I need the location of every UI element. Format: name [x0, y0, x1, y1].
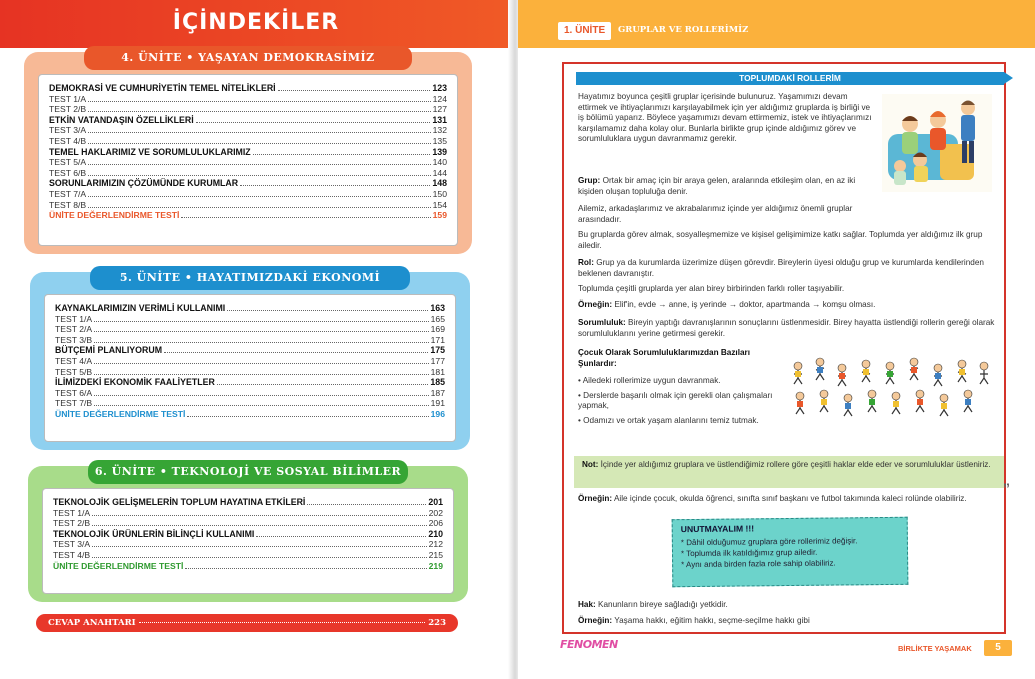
toc-entry-page: 201	[428, 497, 443, 507]
toc-entry[interactable]	[49, 83, 447, 94]
leader-dots	[94, 331, 429, 332]
toc-entry-label: ETKİN VATANDAŞIN ÖZELLİKLERİ	[49, 114, 194, 125]
leader-dots	[94, 374, 429, 375]
leader-dots	[256, 536, 426, 537]
child-item-3: Odamızı ve ortak yaşam alanlarını temiz tutmak.	[583, 415, 759, 425]
leader-dots	[88, 111, 431, 112]
leader-dots	[88, 196, 431, 197]
toc-entry[interactable]	[55, 335, 445, 346]
toc-entry-page: 165	[430, 313, 445, 324]
unit-tab: 1. ÜNİTE	[558, 22, 611, 40]
unit-5-title: 5. ÜNİTE • HAYATIMIZDAKİ EKONOMİ	[90, 266, 410, 290]
unit-4-card	[24, 52, 472, 254]
grup-definition: Ortak bir amaç için bir araya gelen, aralarında etkileşim olan, en az iki kişiden oluşan topluluğa denir.	[578, 176, 856, 196]
page-title: İÇİNDEKİLER	[172, 10, 340, 35]
ornek-label-2: Örneğin:	[578, 494, 613, 503]
toc-entry-label: TEST 4/B	[49, 135, 87, 146]
rol-definition: Grup ya da kurumlarda üzerimize düşen görevdir. Bireylerin üyesi olduğu grup ve kurumlarda kendilerinden beklenen davranıştır.	[578, 258, 984, 278]
quote-icon: ”	[1003, 480, 1010, 496]
sorumluluk-definition: Bireyin yaptığı davranışlarının sonuçlarını üstlenmesidir. Birey hayatta üstlendiği rollerin gereği olarak sorumluluklarını yerine getirmesi gerekir.	[578, 318, 995, 338]
toc-entry[interactable]	[49, 147, 447, 158]
toc-entry-label: ÜNİTE DEĞERLENDİRME TESTİ	[53, 560, 184, 571]
toc-entry[interactable]	[53, 508, 443, 519]
leader-dots	[88, 207, 431, 208]
answer-key-label: CEVAP ANAHTARI	[48, 618, 136, 628]
toc-entry-page: 140	[432, 157, 447, 168]
toc-entry[interactable]	[49, 157, 447, 168]
rol-example	[578, 300, 996, 311]
toc-entry-label: TEST 1/A	[53, 507, 91, 518]
leader-dots	[92, 557, 427, 558]
child-heading: Çocuk Olarak Sorumluluklarımızdan Bazıları Şunlardır:	[578, 348, 750, 368]
toc-entry-label: TEST 4/A	[55, 355, 93, 366]
toc-entry-label: TEST 3/B	[55, 334, 93, 345]
publisher-logo: FENOMEN	[560, 638, 618, 651]
toc-entry-label: İLİMİZDEKİ EKONOMİK FAALİYETLER	[55, 377, 215, 388]
toc-entry[interactable]	[53, 550, 443, 561]
answer-key-link[interactable]	[36, 614, 458, 632]
toc-entry[interactable]	[53, 539, 443, 550]
toc-entry-label: TEST 7/B	[55, 398, 93, 409]
unit-header	[518, 0, 1035, 48]
ornek-label: Örneğin:	[578, 300, 613, 309]
toc-entry-page: 206	[428, 518, 443, 529]
grup-term: Grup:	[578, 176, 601, 185]
note-label: Not:	[582, 460, 599, 469]
toc-entry[interactable]	[55, 398, 445, 409]
toc-entry[interactable]	[49, 115, 447, 126]
leader-dots	[185, 568, 426, 569]
toc-entry[interactable]	[49, 104, 447, 115]
toc-entry-page: 177	[430, 355, 445, 366]
leader-dots	[278, 90, 431, 91]
leader-dots	[92, 515, 427, 516]
toc-entry[interactable]	[49, 210, 447, 221]
toc-entry-label: ÜNİTE DEĞERLENDİRME TESTİ	[55, 408, 186, 419]
leader-dots	[92, 525, 427, 526]
toc-entry[interactable]	[55, 377, 445, 388]
child-item-1: Ailedeki rollerimize uygun davranmak.	[582, 376, 721, 385]
leader-dots	[88, 143, 431, 144]
toc-entry[interactable]	[53, 497, 443, 508]
sorumluluk-paragraph	[578, 318, 996, 339]
toc-entry[interactable]	[55, 367, 445, 378]
child-item-2: Derslerde başarılı olmak için gerekli olan çalışmaları yapmak,	[578, 390, 773, 410]
toc-entry-page: 139	[432, 146, 447, 157]
left-page	[0, 0, 512, 679]
toc-entry-page: 127	[432, 104, 447, 115]
toc-entry-page: 159	[432, 210, 447, 221]
toc-entry[interactable]	[55, 345, 445, 356]
toc-entry-label: SORUNLARIMIZIN ÇÖZÜMÜNDE KURUMLAR	[49, 178, 239, 189]
grup-paragraph	[578, 176, 878, 197]
toc-entry-page: 215	[428, 549, 443, 560]
unit-6-toc	[42, 488, 454, 594]
toc-entry-label: ÜNİTE DEĞERLENDİRME TESTİ	[49, 210, 180, 221]
toc-entry-label: TEST 6/B	[49, 167, 87, 178]
ornek-label-3: Örneğin:	[578, 616, 613, 625]
toc-entry[interactable]	[49, 189, 447, 200]
answer-key-page: 223	[428, 618, 446, 628]
leader-dots	[164, 352, 428, 353]
list-item: • Odamızı ve ortak yaşam alanlarını temiz tutmak.	[578, 415, 759, 425]
toc-entry[interactable]	[49, 136, 447, 147]
toc-entry-page: 175	[430, 345, 445, 356]
toc-entry[interactable]	[49, 125, 447, 136]
leader-dots	[94, 321, 429, 322]
hak-example-text: Yaşama hakkı, eğitim hakkı, seçme-seçilme hakkı gibi	[614, 616, 810, 625]
toc-entry-label: TEST 2/B	[53, 518, 91, 529]
rol-example-text: Elif'in, evde → anne, iş yerinde → doktor, apartmanda → komşu olması.	[614, 300, 876, 309]
leader-dots	[187, 416, 428, 417]
toc-entry-page: 191	[430, 398, 445, 409]
toc-entry-page: 219	[428, 560, 443, 571]
toc-entry[interactable]	[49, 178, 447, 189]
toc-entry-label: TEMEL HAKLARIMIZ VE SORUMLULUKLARIMIZ	[49, 146, 251, 157]
note-example	[578, 494, 996, 505]
unit-6-title: 6. ÜNİTE • TEKNOLOJİ VE SOSYAL BİLİMLER	[88, 460, 408, 484]
leader-dots	[139, 622, 426, 623]
rol-note: Toplumda çeşitli gruplarda yer alan birey birbirinden farklı roller taşıyabilir.	[578, 284, 845, 293]
list-item: • Ailedeki rollerimize uygun davranmak.	[578, 376, 721, 385]
toc-entry-page: 131	[432, 114, 447, 125]
toc-entry[interactable]	[55, 324, 445, 335]
leader-dots	[94, 405, 429, 406]
toc-entry[interactable]	[55, 388, 445, 399]
leader-dots	[227, 310, 428, 311]
child-list	[578, 376, 774, 426]
reminder-title: UNUTMAYALIM !!!	[680, 523, 755, 535]
toc-entry-page: 196	[430, 408, 445, 419]
toc-entry-page: 212	[428, 539, 443, 550]
leader-dots	[88, 132, 431, 133]
toc-entry[interactable]	[53, 529, 443, 540]
reminder-item: * Dâhil olduğumuz gruplara göre rollerimiz değişir.	[680, 536, 858, 548]
reminder-item: * Aynı anda birden fazla role sahip olabiliriz.	[681, 558, 836, 570]
section-title: TOPLUMDAKİ ROLLERİM	[576, 72, 1004, 85]
toc-entry-page: 171	[430, 334, 445, 345]
toc-entry[interactable]	[55, 356, 445, 367]
right-page	[518, 0, 1035, 679]
toc-entry-label: TEST 2/A	[55, 324, 93, 335]
toc-entry-label: TEST 2/B	[49, 104, 87, 115]
unit-4-toc	[38, 74, 458, 246]
leader-dots	[307, 504, 426, 505]
toc-entry-page: 202	[428, 507, 443, 518]
toc-entry-label: TEST 5/B	[55, 366, 93, 377]
toc-entry-page: 123	[432, 83, 447, 93]
toc-entry-label: KAYNAKLARIMIZIN VERİMLİ KULLANIMI	[55, 303, 226, 313]
toc-entry[interactable]	[55, 314, 445, 325]
page-number: 5	[984, 640, 1012, 656]
footer-series-title: BİRLİKTE YAŞAMAK	[898, 644, 972, 653]
hak-definition: Kanunların bireye sağladığı yetkidir.	[598, 600, 728, 609]
toc-entry-page: 181	[430, 366, 445, 377]
toc-entry-label: BÜTÇEMİ PLANLIYORUM	[55, 345, 163, 356]
toc-entry-label: TEST 7/A	[49, 188, 87, 199]
rol-term: Rol:	[578, 258, 594, 267]
grup-roles: Bu gruplarda görev almak, sosyalleşmemize ve kişisel gelişimimize katkı sağlar. Toplumda yer aldığımız ilk grup ailedir.	[578, 230, 983, 250]
leader-dots	[94, 363, 429, 364]
toc-entry[interactable]	[49, 168, 447, 179]
toc-entry[interactable]	[53, 518, 443, 529]
leader-dots	[94, 395, 429, 396]
toc-entry-label: TEST 3/A	[49, 125, 87, 136]
rol-paragraph	[578, 258, 996, 279]
toc-entry-page: 150	[432, 188, 447, 199]
toc-entry-label: TEST 8/B	[49, 199, 87, 210]
unit-4-title: 4. ÜNİTE • YAŞAYAN DEMOKRASİMİZ	[84, 46, 412, 70]
note-text: İçinde yer aldığımız gruplara ve üstlendiğimiz rollere göre çeşitli haklar elde eder ve sorumluluklar üstleniriz.	[600, 460, 991, 469]
toc-entry-label: TEKNOLOJİK GELİŞMELERİN TOPLUM HAYATINA ETKİLERİ	[53, 497, 306, 507]
toc-entry-page: 132	[432, 125, 447, 136]
leader-dots	[94, 342, 429, 343]
leader-dots	[88, 164, 431, 165]
lesson-content	[562, 62, 1010, 634]
toc-entry-page: 148	[432, 178, 447, 189]
unit-5-card	[30, 272, 470, 450]
toc-entry-label: TEST 5/A	[49, 157, 87, 168]
toc-entry-page: 210	[428, 528, 443, 539]
leader-dots	[88, 175, 431, 176]
toc-entry-page: 187	[430, 387, 445, 398]
toc-entry-label: TEST 3/A	[53, 539, 91, 550]
hak-example	[578, 616, 996, 627]
toc-entry-page: 163	[430, 303, 445, 313]
toc-entry-label: TEST 1/A	[49, 93, 87, 104]
toc-entry-page: 185	[430, 377, 445, 388]
toc-entry[interactable]	[53, 561, 443, 572]
toc-entry-label: TEST 1/A	[55, 313, 93, 324]
toc-entry-page: 144	[432, 167, 447, 178]
leader-dots	[240, 185, 430, 186]
toc-entry-page: 124	[432, 93, 447, 104]
leader-dots	[88, 101, 431, 102]
sorumluluk-term: Sorumluluk:	[578, 318, 626, 327]
toc-entry-label: TEKNOLOJİK ÜRÜNLERİN BİLİNÇLİ KULLANIMI	[53, 528, 255, 539]
list-item: • Derslerde başarılı olmak için gerekli olan çalışmaları yapmak,	[578, 390, 773, 410]
hak-term: Hak:	[578, 600, 596, 609]
leader-dots	[92, 546, 427, 547]
toc-entry[interactable]	[55, 303, 445, 314]
hak-paragraph	[578, 600, 996, 611]
note-box	[574, 456, 1004, 488]
family-illustration	[882, 94, 992, 192]
leader-dots	[253, 154, 431, 155]
toc-entry-label: TEST 6/A	[55, 387, 93, 398]
toc-entry-label: DEMOKRASİ VE CUMHURİYETİN TEMEL NİTELİKLERİ	[49, 83, 276, 93]
toc-header	[0, 0, 512, 48]
toc-entry-page: 169	[430, 324, 445, 335]
toc-entry[interactable]	[49, 200, 447, 211]
unit-5-toc	[44, 294, 456, 442]
unit-tab-title: GRUPLAR VE ROLLERİMİZ	[618, 25, 749, 35]
toc-entry-page: 135	[432, 135, 447, 146]
leader-dots	[196, 122, 431, 123]
leader-dots	[181, 217, 430, 218]
reminder-item: * Toplumda ilk katıldığımız grup ailedir.	[680, 547, 818, 559]
reminder-box	[672, 517, 909, 587]
note-example-text: Aile içinde çocuk, okulda öğrenci, sınıfta sınıf başkanı ve futbol takımında kaleci rolünde olabiliriz.	[613, 494, 967, 503]
intro-paragraph: Hayatımız boyunca çeşitli gruplar içerisinde bulunuruz. Yaşamımızı devam ettirmek ve ihtiyaçlarımızı karşılayabilmek için yer aldığımız gruplarda iş birliği ve iş bölümü yaparız. Böylece yaşamımızı devam ettirmemiz, istek ve ihtiyaçlarımızı karşılamamız daha kolay olur. Bunlarla birlikte grup içinde aldığımız görev ve sorumluluklara uygun davranmamız gerekir.	[578, 92, 872, 143]
grup-examples: Ailemiz, arkadaşlarımız ve akrabalarımız içinde yer aldığımız önemli gruplar arasındadır.	[578, 204, 853, 224]
toc-entry-label: TEST 4/B	[53, 549, 91, 560]
toc-entry[interactable]	[55, 409, 445, 420]
unit-6-card	[28, 466, 468, 602]
children-illustration	[786, 350, 996, 420]
leader-dots	[217, 384, 429, 385]
toc-entry-page: 154	[432, 199, 447, 210]
toc-entry[interactable]	[49, 94, 447, 105]
